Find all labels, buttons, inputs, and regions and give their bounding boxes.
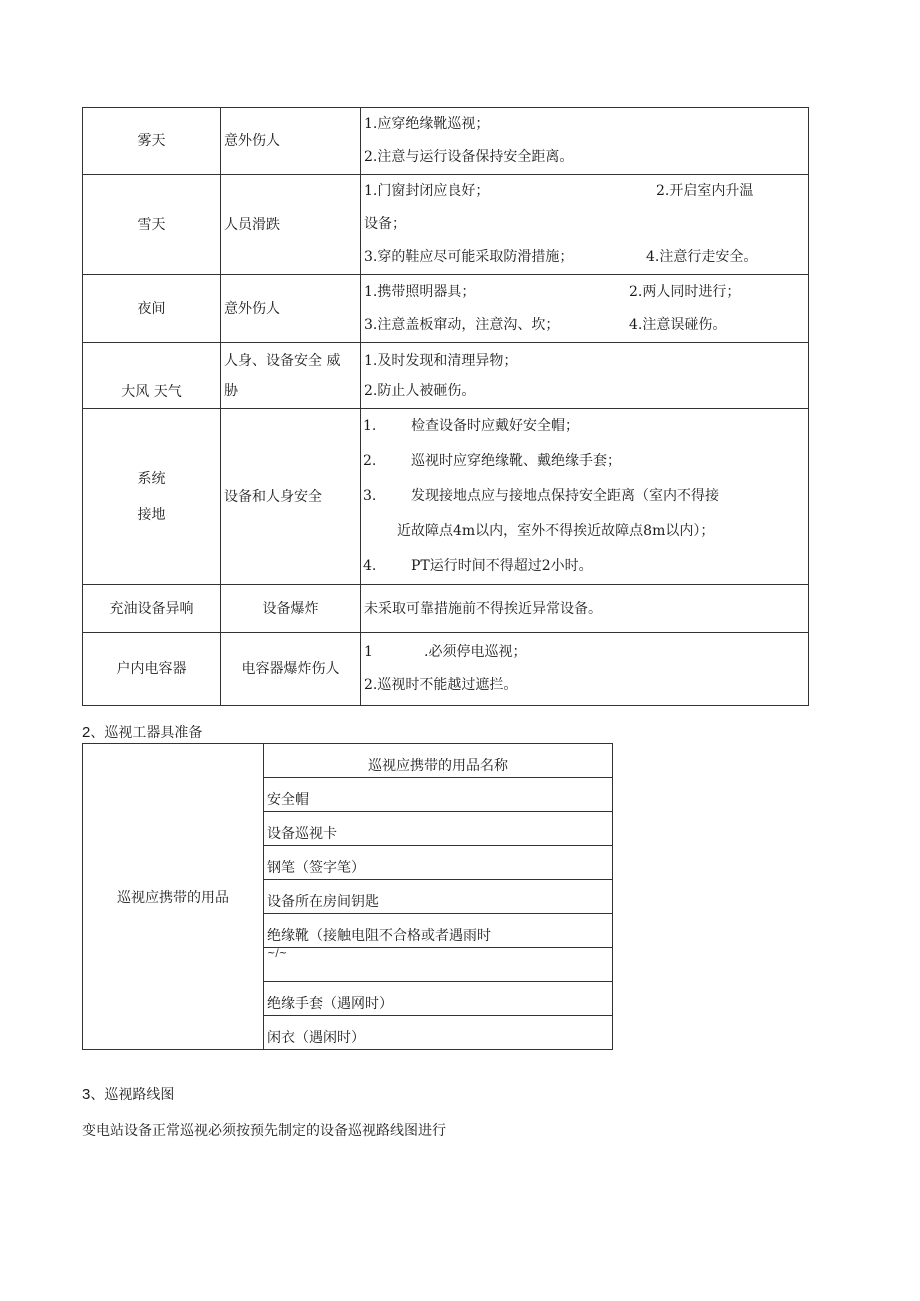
condition-cell: 户内电容器 xyxy=(83,633,221,706)
condition-line: 系统 xyxy=(137,470,166,487)
measures-cell xyxy=(361,175,809,275)
risk-cell: 设备爆炸 xyxy=(221,585,361,633)
measure-2: 2.两人同时进行； xyxy=(629,283,741,300)
measure-line xyxy=(364,276,808,309)
section-title: 、巡视工器具准备 xyxy=(90,725,203,741)
measure-line: 1.及时发现和清理异物； xyxy=(364,352,518,369)
item-text: 发现接地点应与接地点保持安全距离（室内不得接 xyxy=(411,488,719,504)
measure-1: 1.门窗封闭应良好； xyxy=(364,183,490,199)
risk-line: 人身、设备安全 威 xyxy=(224,352,341,369)
measure-line: 1.应穿绝缘靴巡视； xyxy=(364,116,490,132)
condition-cell: 大风 天气 xyxy=(83,343,221,409)
measure-line xyxy=(361,444,808,479)
condition-cell: 夜间 xyxy=(83,275,221,343)
tool-item: 安全帽 xyxy=(264,778,613,812)
measure-2: 2.巡视时不能越过遮拦。 xyxy=(364,677,518,693)
risk-cell: 意外伤人 xyxy=(221,275,361,343)
condition-cell: 雾天 xyxy=(83,108,221,175)
measure-3: 3.穿的鞋应尽可能采取防滑措施； xyxy=(364,249,574,265)
condition-cell: 充油设备异响 xyxy=(83,585,221,633)
measure-1: .必须停电巡视； xyxy=(424,644,527,660)
paragraph: 变电站设备正常巡视必须按预先制定的设备巡视路线图进行 xyxy=(82,1123,446,1139)
measure-4: 4.注意误碰伤。 xyxy=(629,316,727,333)
table-row xyxy=(83,343,809,409)
measures-cell xyxy=(361,108,809,175)
tool-item: ~/~ xyxy=(264,948,613,982)
tool-item: 绝缘手套（遇网时） xyxy=(264,982,613,1016)
tool-item: 绝缘靴（接触电阻不合格或者遇雨时 xyxy=(264,914,613,948)
measure-line xyxy=(364,669,808,702)
risk-cell xyxy=(221,343,361,409)
measures-cell xyxy=(361,633,809,706)
measure-line xyxy=(364,208,808,241)
section-heading-route xyxy=(82,1084,174,1104)
measure-2-cont: 设备； xyxy=(364,216,406,232)
tool-item: 钢笔（签字笔） xyxy=(264,846,613,880)
measures-cell: 未采取可靠措施前不得挨近异常设备。 xyxy=(361,585,809,633)
item-text: 检查设备时应戴好安全帽； xyxy=(411,418,579,434)
measure-line xyxy=(361,549,808,584)
measure-line xyxy=(361,514,808,549)
tool-item: 设备所在房间钥匙 xyxy=(264,880,613,914)
measure-line xyxy=(364,309,808,342)
item-text: 近故障点4m以内，室外不得挨近故障点8m以内）； xyxy=(397,523,715,539)
item-text: PT运行时间不得超过2小时。 xyxy=(411,558,593,574)
condition-cell xyxy=(83,409,221,585)
section-number: 3 xyxy=(82,1086,91,1103)
measures-cell xyxy=(361,343,809,409)
risk-line: 胁 xyxy=(224,382,238,399)
table-row xyxy=(83,585,809,633)
section-heading-tools xyxy=(82,722,202,742)
condition-cell: 雪天 xyxy=(83,175,221,275)
tools-header: 巡视应携带的用品名称 xyxy=(264,744,613,778)
risk-cell: 意外伤人 xyxy=(221,108,361,175)
table-row xyxy=(83,275,809,343)
condition-line: 接地 xyxy=(137,506,166,523)
risk-cell: 电容器爆炸伤人 xyxy=(221,633,361,706)
hazard-table xyxy=(82,107,809,706)
measure-3: 3.注意盖板窜动，注意沟、坎； xyxy=(364,316,560,333)
measure-1: 1.携带照明器具； xyxy=(364,283,476,300)
measure-4: 4.注意行走安全。 xyxy=(646,249,758,265)
table-row xyxy=(83,175,809,275)
tool-item: 闲衣（遇闲时） xyxy=(264,1016,613,1050)
item-number: 1. xyxy=(363,418,377,434)
section-title: 、巡视路线图 xyxy=(90,1087,175,1103)
table-row xyxy=(83,409,809,585)
measure-line xyxy=(361,409,808,444)
section-number: 2 xyxy=(82,724,91,741)
measures-cell xyxy=(361,409,809,585)
item-number: 3. xyxy=(363,488,377,504)
measure-line xyxy=(364,241,808,274)
tool-item: 设备巡视卡 xyxy=(264,812,613,846)
risk-cell: 设备和人身安全 xyxy=(221,409,361,585)
measure-line xyxy=(364,636,808,669)
risk-cell: 人员滑跌 xyxy=(221,175,361,275)
tools-table xyxy=(82,743,613,1050)
measure-line: 2.防止人被砸伤。 xyxy=(364,382,476,399)
measures-cell xyxy=(361,275,809,343)
item-number: 4. xyxy=(363,558,377,574)
measure-line xyxy=(364,175,808,208)
measure-line: 2.注意与运行设备保持安全距离。 xyxy=(364,149,574,165)
table-row xyxy=(83,633,809,706)
measure-line xyxy=(361,479,808,514)
table-row xyxy=(83,108,809,175)
item-number: 2. xyxy=(363,453,377,469)
tools-left-label: 巡视应携带的用品 xyxy=(83,744,264,1050)
item-text: 巡视时应穿绝缘靴、戴绝缘手套； xyxy=(411,453,621,469)
measure-2: 2.开启室内升温 xyxy=(656,183,754,199)
measure-number: 1 xyxy=(364,644,373,660)
